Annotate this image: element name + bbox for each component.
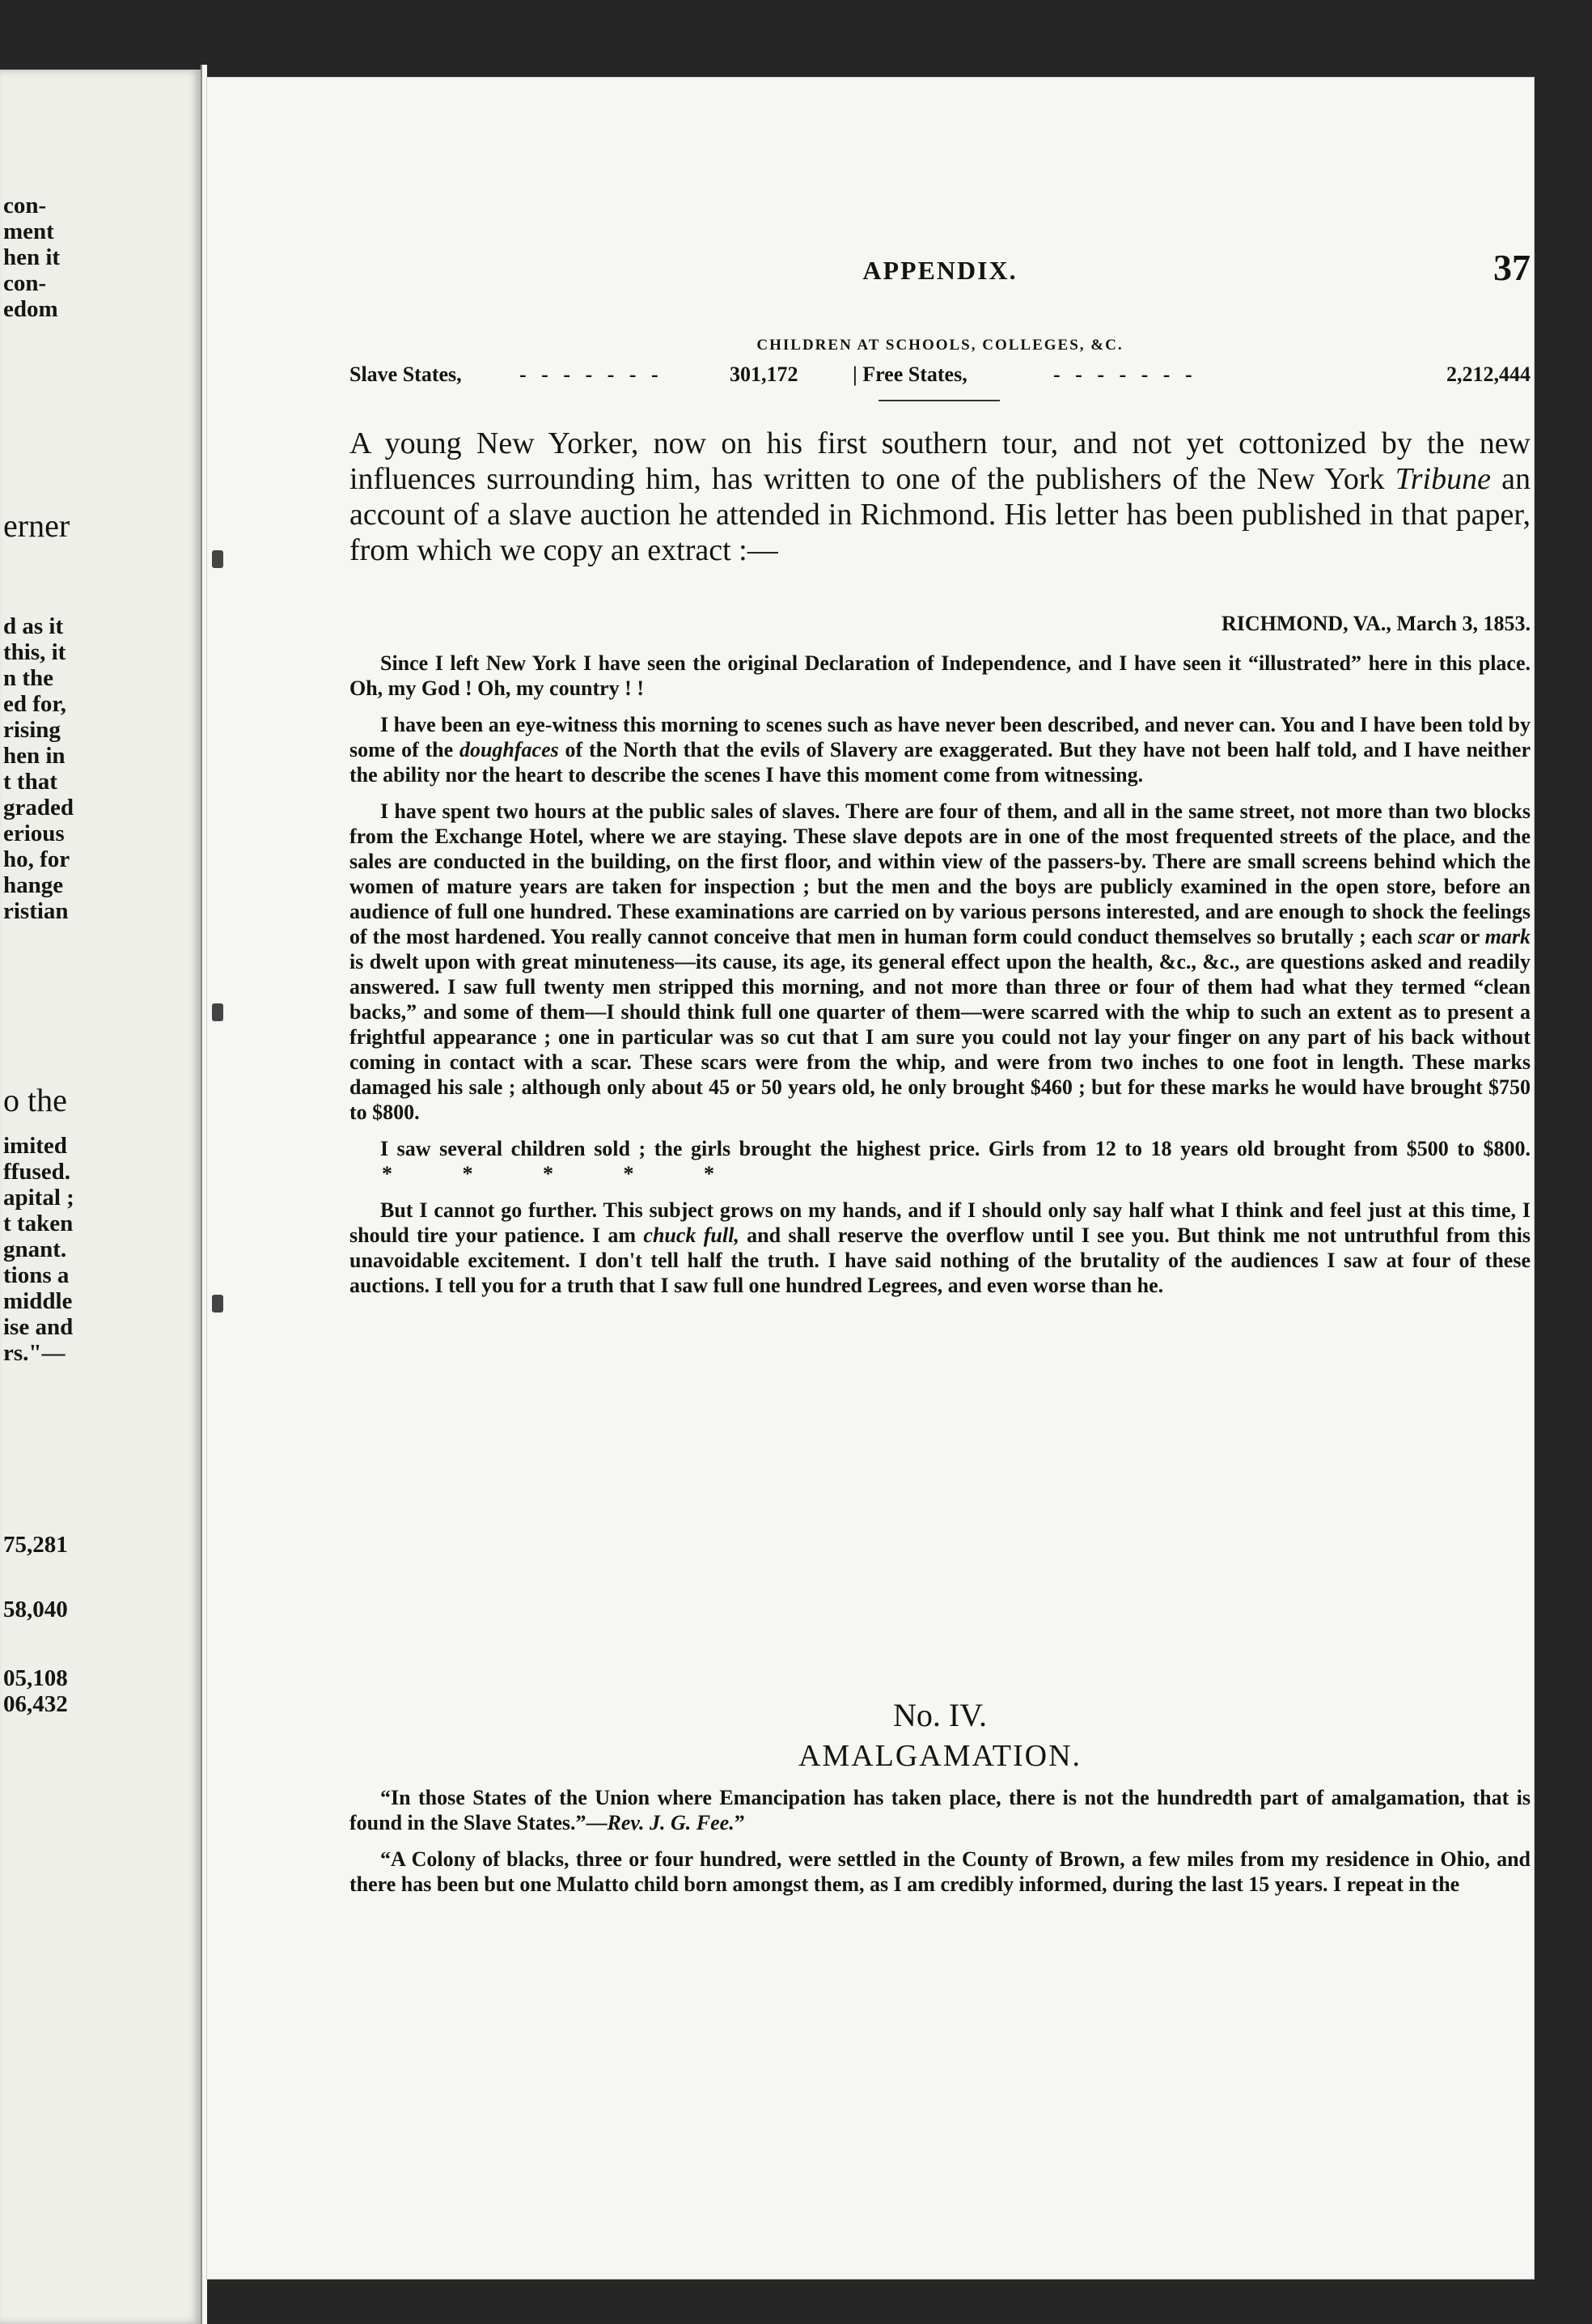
letter-paragraph [349,651,1531,701]
left-page-fragment: ffused. [3,1159,70,1185]
italic-run: doughfaces [459,738,559,761]
left-page-fragment: ristian [3,898,69,924]
intro-text: A young New Yorker, now on his first southern tour, and not yet cottonized by the new influences surrounding him, has written to one of the publishers of the New York [349,426,1531,496]
left-page-fragment: graded [3,795,74,821]
text-run: I have spent two hours at the public sales of slaves. There are four of them, and all in the same street, not more than two blocks from the Exchange Hotel, where we are staying. These slave depots are in one of the most frequented streets of the place, and the sales are conducted in the building, on the first floor, and within view of the passers-by. There are small screens behind which the women of mature years are taken for inspection ; but the men and the boys are publicly examined in the open store, before an audience of full one hundred. These examinations are carried on by various persons interested, and are enough to shock the feelings of the most hardened. You really cannot conceive that men in human form could conduct themselves so brutally ; each [349,799,1531,948]
left-page-fragment: edom [3,296,58,322]
slave-states-label: Slave States, [349,363,462,386]
binding-stitch [212,1295,223,1313]
binding-stitch [212,1003,223,1021]
left-page-fragment: t that [3,769,57,795]
left-page-fragment: con- [3,193,47,218]
left-page-edge [0,70,201,2324]
left-page-fragment: gnant. [3,1236,67,1262]
left-page-fragment: rising [3,717,61,743]
book-gutter [201,65,207,2324]
section-title: AMALGAMATION. [798,1739,1082,1773]
intro-text: an account of a slave auction he attended in Richmond. His letter has been published in that paper, from which we copy an extract :— [349,462,1531,567]
left-page-fragment: erner [3,507,70,544]
italic-run: chuck full, [643,1223,739,1247]
letter-paragraph [349,1198,1531,1298]
quote-paragraph [349,1785,1531,1835]
intro-italic: Tribune [1395,462,1491,496]
left-page-fragment: t taken [3,1211,74,1236]
left-page-fragment: 58,040 [3,1597,68,1622]
left-page-fragment: ment [3,218,54,244]
left-page-fragment: hen it [3,244,61,270]
left-page-fragment: hen in [3,743,66,769]
table-title: CHILDREN AT SCHOOLS, COLLEGES, &C. [756,337,1124,354]
free-states-value: 2,212,444 [1446,363,1531,386]
left-page-fragment: ise and [3,1314,74,1340]
leader-dots: - - - - - - - [1053,363,1197,386]
left-page-fragment: this, it [3,639,66,665]
letter-paragraph [349,712,1531,787]
dateline: RICHMOND, VA., March 3, 1853. [1221,612,1531,635]
running-head-title: APPENDIX. [862,256,1018,285]
amalgamation-quotes [349,1785,1531,1908]
letter-paragraph [349,1136,1531,1186]
text-run: is dwelt upon with great minuteness—its cause, its age, its general effect upon the health, &c., &c., are questions asked and readily answered. I saw full twenty men stripped this morning, and not more than three or four of them had what they termed “clean backs,” and some of them—I should think full one quarter of them—were scarred with the whip to such an extent as to present a frightful appearance ; one in particular was so cut that I am sure you could not lay your finger on any part of his back without coming in contact with a scar. These scars were from the whip, and were from two inches to one foot in length. These marks damaged his sale ; although only about 45 or 50 years old, he only brought $460 ; but for these marks he would have brought $750 to $800. [349,950,1531,1124]
slave-states-value: 301,172 [730,363,798,386]
italic-run: scar [1418,925,1454,948]
text-run: “In those States of the Union where Emancipation has taken place, there is not the hundredth part of amalgamation, that is found in the Slave States.”— [349,1786,1531,1834]
left-page-fragment: d as it [3,613,64,639]
letter-extract [349,651,1531,1309]
stats-line [349,363,1531,392]
text-run: “A Colony of blacks, three or four hundred, were settled in the County of Brown, a few miles from my residence in Ohio, and there has been but one Mulatto child born amongst them, as I am credibly informed, during the last 15 years. I repeat in the [349,1847,1531,1896]
left-page-fragment: n the [3,665,54,691]
free-states-label: | Free States, [853,363,967,386]
letter-paragraph [349,799,1531,1125]
intro-paragraph [349,426,1531,568]
left-page-fragment: o the [3,1082,67,1118]
left-page-fragment: erious [3,821,65,846]
left-page-fragment: apital ; [3,1185,74,1211]
italic-run: Rev. J. G. Fee. [607,1811,735,1834]
text-run: or [1454,925,1485,948]
left-page-fragment: rs."— [3,1340,66,1366]
left-page-fragment: ho, for [3,846,70,872]
text-run: ” [734,1811,745,1834]
ellipsis-stars: * * * * * [382,1162,747,1185]
binding-stitch [212,550,223,568]
section-number: No. IV. [893,1697,987,1733]
left-page-fragment: 05,108 [3,1665,68,1691]
text-run: Since I left New York I have seen the original Declaration of Independence, and I have seen it “illustrated” here in this place. Oh, my God ! Oh, my country ! ! [349,651,1531,700]
text-run: I saw several children sold ; the girls brought the highest price. Girls from 12 to 18 years old brought from $500 to $800. [380,1137,1531,1160]
text-run: and shall reserve the overflow until I see you. But think me not untruthful from this unavoidable excitement. I don't tell half the truth. I have said nothing of the brutality of the audiences I saw at four of these auctions. I tell you for a truth that I saw full one hundred Legrees, and even worse than he. [349,1223,1531,1297]
left-page-fragment: 75,281 [3,1532,68,1558]
left-page-fragment: con- [3,270,47,296]
left-page-fragment: ed for, [3,691,66,717]
leader-dots: - - - - - - - [519,363,663,386]
right-page [207,78,1534,2279]
text-run: I have been an eye-witness this morning to scenes such as have never been described, and never can. You and I have been told by some of the [349,713,1531,761]
left-page-fragment: middle [3,1288,73,1314]
left-page-fragment: 06,432 [3,1691,68,1717]
left-page-fragment: imited [3,1133,67,1159]
left-page-fragment: tions a [3,1262,70,1288]
left-page-fragment: hange [3,872,64,898]
section-rule [879,400,1000,401]
text-run: of the North that the evils of Slavery are exaggerated. But they have not been half told, and I have neither the ability nor the heart to describe the scenes I have this moment come from witnessing. [349,738,1531,787]
running-head [349,247,1531,296]
page-number: 37 [1493,247,1531,288]
italic-run: mark [1484,925,1531,948]
text-run: But I cannot go further. This subject grows on my hands, and if I should only say half what I think and feel just at this time, I should tire your patience. I am [349,1198,1531,1247]
quote-paragraph [349,1847,1531,1897]
